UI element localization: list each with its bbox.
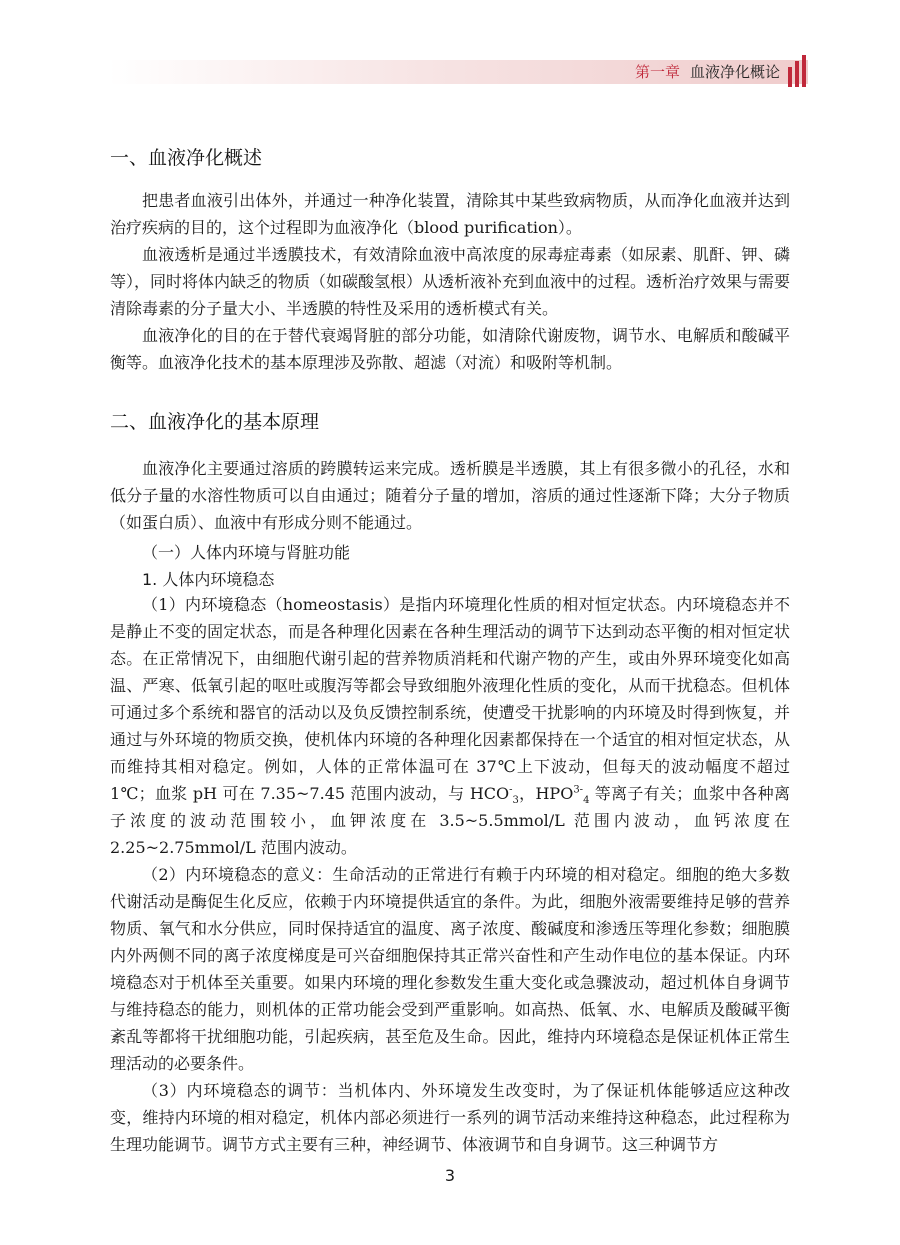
formula-hpo4: $HPO^{3-}_4$ bbox=[535, 784, 590, 807]
chapter-number: 第一章 bbox=[634, 63, 680, 81]
item1-main: （1）内环境稳态（homeostasis）是指内环境理化性质的相对恒定状态。内环境稳态并不是静止不变的固定状态，而是各种理化因素在各种生理活动的调节下达到动态平衡的相对恒定状态。在正常情况下，由细胞代谢引起的营养物质消耗和代谢产物的产生，或由外界环境变化如高温、严寒、低氧引起的呕吐或腹泻等都会导致细胞外液理化性质的变化，从而干扰稳态。但机体可通过多个系统和器官的活动以及负反馈控制系统，使遭受干扰影响的内环境及时得到恢复，并通过与外环境的物质交换，使机体内环境的各种理化因素都保持在一个适宜的相对恒定状态，从而维持其相对稳定。例如，人体的正常体温可在 37℃上下波动，但每天的波动幅度不超过 1℃；血浆 pH 可在 7.35~7.45 范围内波动，与 bbox=[110, 595, 790, 803]
paragraph-item-1: （1）内环境稳态（homeostasis）是指内环境理化性质的相对恒定状态。内环境稳态并不是静止不变的固定状态，而是各种理化因素在各种生理活动的调节下达到动态平衡的相对恒定状态。在正常情况下，由细胞代谢引起的营养物质消耗和代谢产物的产生，或由外界环境变化如高温、严寒、低氧引起的呕吐或腹泻等都会导致细胞外液理化性质的变化，从而干扰稳态。但机体可通过多个系统和器官的活动以及负反馈控制系统，使遭受干扰影响的内环境及时得到恢复，并通过与外环境的物质交换，使机体内环境的各种理化因素都保持在一个适宜的相对恒定状态，从而维持其相对稳定。例如，人体的正常体温可在 37℃上下波动，但每天的波动幅度不超过 1℃；血浆 pH 可在 7.35~7.45 范围内波动，与 $HCO^-_3$，$HPO^{3-}_4$ 等离子有关；血浆中各种离子浓度的波动范围较小，血钾浓度在 3.5~5.5mmol/L 范围内波动，血钙浓度在 2.25~2.75mmol/L 范围内波动。 bbox=[110, 595, 790, 857]
paragraph: 血液透析是通过半透膜技术，有效清除血液中高浓度的尿毒症毒素（如尿素、肌酐、钾、磷等），同时将体内缺乏的物质（如碳酸氢根）从透析液补充到血液中的过程。透析治疗效果与需要清除毒素的分子量大小、半透膜的特性及采用的透析模式有关。 bbox=[110, 245, 791, 318]
paragraph: 血液净化的目的在于替代衰竭肾脏的部分功能，如清除代谢废物，调节水、电解质和酸碱平衡等。血液净化技术的基本原理涉及弥散、超滤（对流）和吸附等机制。 bbox=[110, 326, 790, 372]
section-heading-2: 二、血液净化的基本原理 bbox=[110, 411, 320, 433]
paragraph: 把患者血液引出体外，并通过一种净化装置，清除其中某些致病物质，从而净化血液并达到治疗疾病的目的，这个过程即为血液净化（blood purification）。 bbox=[110, 191, 790, 237]
section-heading-1: 一、血液净化概述 bbox=[110, 147, 263, 169]
header-bars-icon bbox=[786, 55, 810, 87]
subsubsection-heading: 1. 人体内环境稳态 bbox=[142, 570, 275, 589]
subsection-heading: （一）人体内环境与肾脏功能 bbox=[142, 543, 351, 562]
page-number: 3 bbox=[444, 1166, 456, 1185]
chapter-title: 血液净化概论 bbox=[689, 63, 780, 81]
formula-hco3: $HCO^-_3$ bbox=[469, 784, 519, 807]
paragraph-item-2: （2）内环境稳态的意义：生命活动的正常进行有赖于内环境的相对稳定。细胞的绝大多数代谢活动是酶促生化反应，依赖于内环境提供适宜的条件。为此，细胞外液需要维持足够的营养物质、氧气和水分供应，同时保持适宜的温度、离子浓度、酸碱度和渗透压等理化参数；细胞膜内外两侧不同的离子浓度梯度是可兴奋细胞保持其正常兴奋性和产生动作电位的基本保证。内环境稳态对于机体至关重要。如果内环境的理化参数发生重大变化或急骤波动，超过机体自身调节与维持稳态的能力，则机体的正常功能会受到严重影响。如高热、低氧、水、电解质及酸碱平衡紊乱等都将干扰细胞功能，引起疾病，甚至危及生命。因此，维持内环境稳态是保证机体正常生理活动的必要条件。 bbox=[110, 865, 790, 1073]
paragraph: 血液净化主要通过溶质的跨膜转运来完成。透析膜是半透膜，其上有很多微小的孔径，水和低分子量的水溶性物质可以自由通过；随着分子量的增加，溶质的通过性逐渐下降；大分子物质（如蛋白质）、血液中有形成分则不能通过。 bbox=[110, 459, 790, 532]
running-header bbox=[635, 61, 780, 83]
item1-tail: 等离子有关；血浆中各种离子浓度的波动范围较小，血钾浓度在 3.5~5.5mmol/L 范围内波动，血钙浓度在 2.25~2.75mmol/L 范围内波动。 bbox=[110, 784, 790, 857]
paragraph-item-3: （3）内环境稳态的调节：当机体内、外环境发生改变时，为了保证机体能够适应这种改变，维持内环境的相对稳定，机体内部必须进行一系列的调节活动来维持这种稳态，此过程称为生理功能调节。调节方式主要有三种，神经调节、体液调节和自身调节。这三种调节方 bbox=[110, 1081, 790, 1154]
